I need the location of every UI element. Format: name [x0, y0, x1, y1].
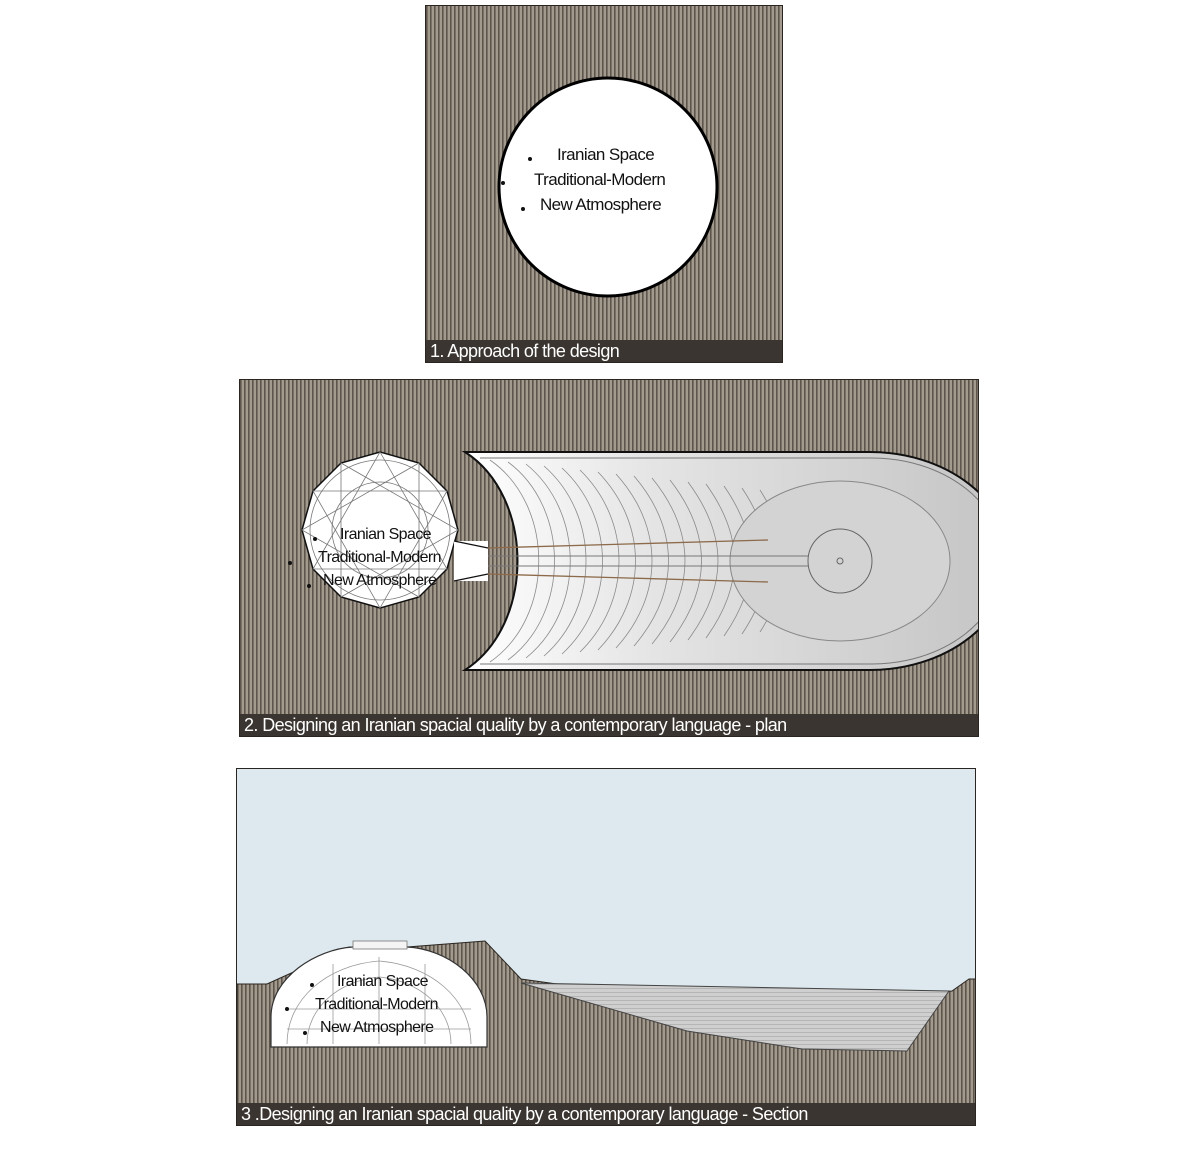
- bullet-dot: [303, 1031, 307, 1035]
- bullet-dot: [521, 207, 525, 211]
- bullet-dot: [313, 537, 317, 541]
- bullet-dot: [501, 181, 505, 185]
- item-new-atmosphere: New Atmosphere: [320, 1019, 434, 1036]
- item-traditional-modern: Traditional-Modern: [534, 170, 666, 189]
- bullet-dot: [528, 157, 532, 161]
- section-panel: [236, 768, 976, 1126]
- item-traditional-modern: Traditional-Modern: [315, 996, 438, 1013]
- panel-caption: 1. Approach of the design: [426, 340, 782, 362]
- item-iranian-space: Iranian Space: [340, 526, 431, 543]
- approach-panel: [425, 5, 783, 363]
- panel-caption: 3 .Designing an Iranian spacial quality by a contemporary language - Section: [237, 1103, 975, 1125]
- skylight: [353, 941, 407, 949]
- bullet-dot: [310, 983, 314, 987]
- plan-panel: [239, 379, 979, 737]
- bullet-dot: [288, 561, 292, 565]
- item-traditional-modern: Traditional-Modern: [318, 549, 441, 566]
- bullet-dot: [285, 1007, 289, 1011]
- panel-caption: 2. Designing an Iranian spacial quality by a contemporary language - plan: [240, 714, 978, 736]
- court-floor: [730, 481, 950, 641]
- section-drawing: [237, 769, 976, 1126]
- item-iranian-space: Iranian Space: [557, 145, 655, 164]
- item-iranian-space: Iranian Space: [337, 973, 428, 990]
- bullet-dot: [307, 584, 311, 588]
- item-new-atmosphere: New Atmosphere: [323, 572, 437, 589]
- item-new-atmosphere: New Atmosphere: [540, 195, 662, 214]
